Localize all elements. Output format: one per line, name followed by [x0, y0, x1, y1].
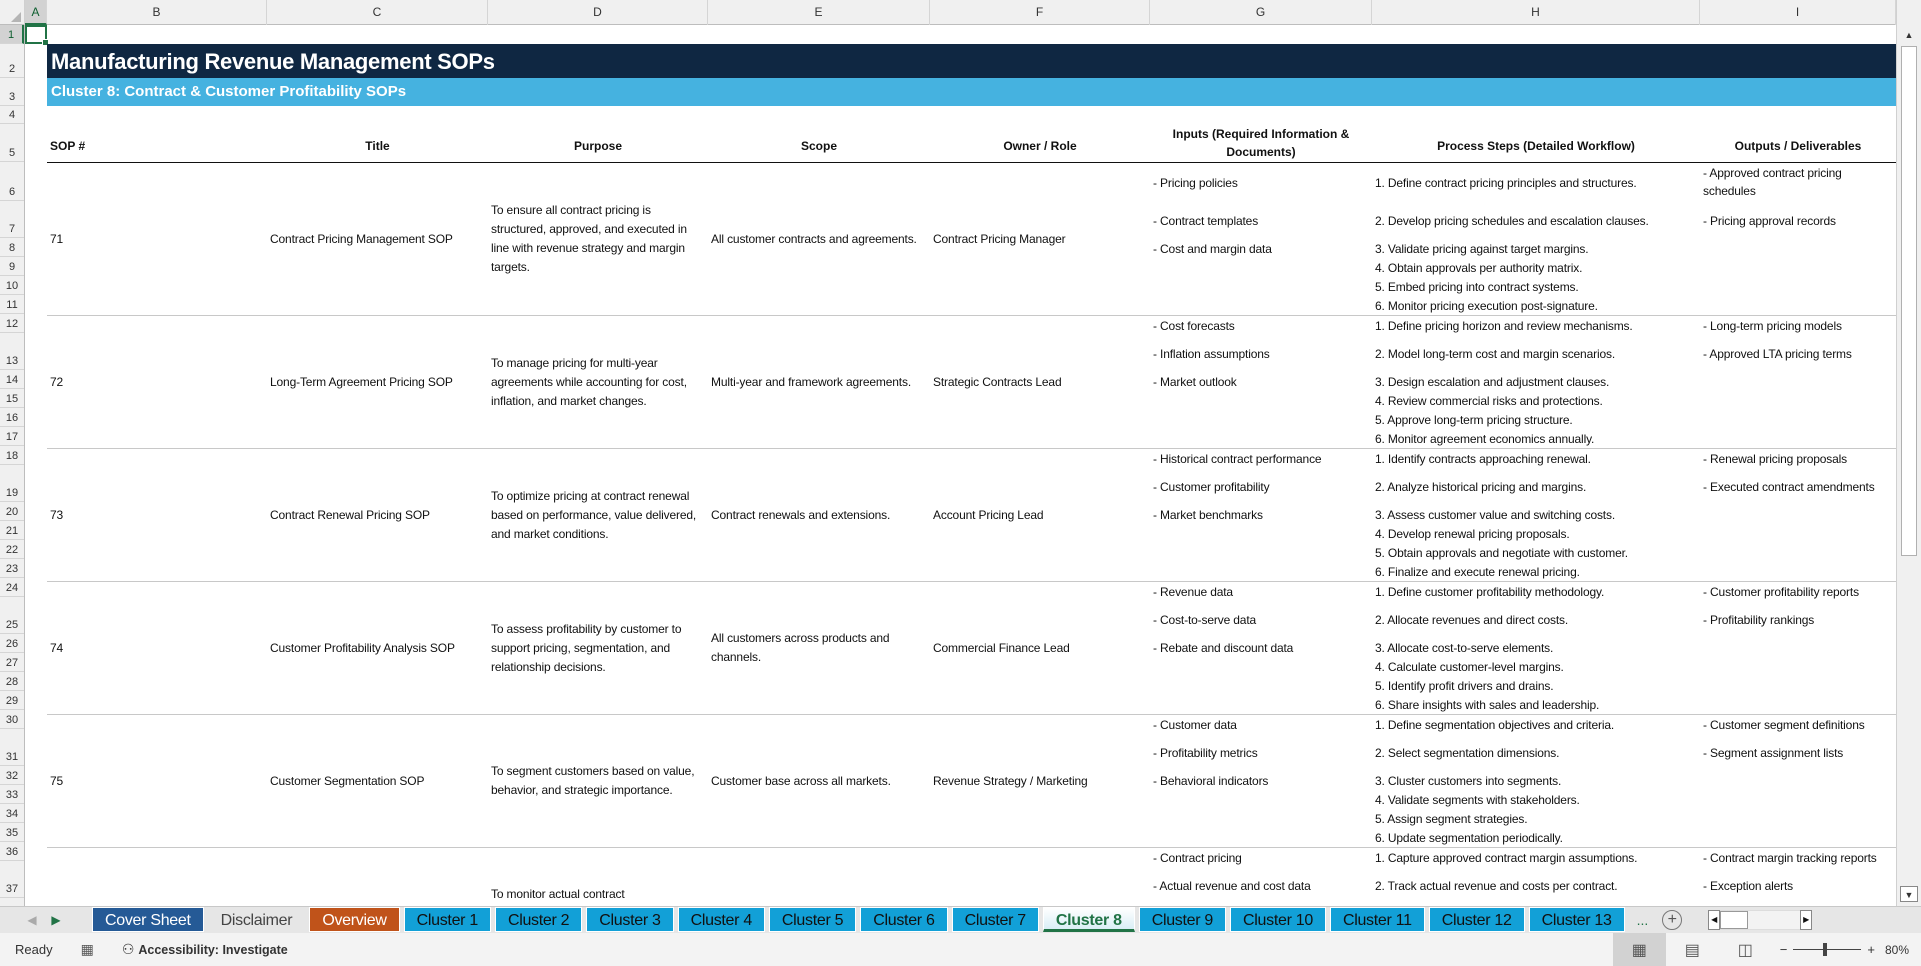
sop-row [47, 316, 1896, 449]
select-all-button[interactable] [0, 0, 25, 25]
input-item[interactable]: - Cost-to-serve data [1153, 612, 1257, 627]
status-ready: Ready [15, 942, 53, 957]
column-header-i[interactable]: I [1700, 0, 1896, 25]
scroll-thumb[interactable] [1901, 46, 1917, 556]
header-process-steps[interactable]: Process Steps (Detailed Workflow) [1437, 139, 1635, 153]
row-header[interactable]: 22 [0, 540, 24, 559]
horizontal-scroll-thumb[interactable] [1720, 911, 1748, 929]
row-header[interactable]: 10 [0, 276, 24, 295]
row-header[interactable]: 15 [0, 389, 24, 408]
active-cell-a1[interactable] [25, 25, 47, 44]
page-break-preview-icon[interactable]: ◫ [1737, 941, 1753, 959]
header-scope[interactable]: Scope [800, 139, 837, 153]
input-item[interactable]: - Cost forecasts [1153, 318, 1235, 333]
process-step[interactable]: 2. Develop pricing schedules and escalation clauses. [1375, 213, 1649, 228]
output-item[interactable]: - Executed contract amendments [1703, 479, 1875, 494]
output-item[interactable]: - Renewal pricing proposals [1703, 451, 1848, 466]
sop-purpose[interactable]: To segment customers based on value, behavior, and strategic importance. [491, 764, 695, 797]
zoom-out-icon[interactable]: − [1779, 942, 1788, 957]
process-step[interactable]: 5. Obtain approvals and negotiate with customer. [1375, 545, 1628, 560]
sheet-tab-cluster-12[interactable]: Cluster 12 [1429, 907, 1525, 932]
sheet-tab-cluster-13[interactable]: Cluster 13 [1529, 907, 1625, 932]
column-header-f[interactable]: F [930, 0, 1150, 25]
row-header[interactable]: 36 [0, 842, 24, 861]
process-step[interactable]: 6. Finalize and execute renewal pricing. [1375, 564, 1580, 579]
sheet-tab-cluster-1[interactable]: Cluster 1 [404, 907, 491, 932]
row-header[interactable]: 27 [0, 653, 24, 672]
row-header[interactable]: 24 [0, 578, 24, 597]
sheet-tab-disclaimer[interactable]: Disclaimer [220, 912, 293, 929]
status-bar [0, 933, 1921, 966]
row-header[interactable]: 34 [0, 804, 24, 823]
sheet-tab-cluster-10[interactable]: Cluster 10 [1230, 907, 1326, 932]
row-header[interactable]: 4 [0, 106, 24, 124]
column-header-h[interactable]: H [1372, 0, 1700, 25]
zoom-level[interactable]: 80% [1884, 942, 1909, 957]
process-step[interactable]: 5. Approve long-term pricing structure. [1375, 412, 1573, 427]
row-header[interactable]: 29 [0, 691, 24, 710]
scroll-right-icon[interactable]: ▶ [1800, 910, 1812, 930]
process-step[interactable]: 4. Review commercial risks and protections. [1375, 393, 1603, 408]
row-header[interactable]: 26 [0, 634, 24, 653]
column-header-d[interactable]: D [488, 0, 708, 25]
process-step[interactable]: 1. Capture approved contract margin assumptions. [1375, 850, 1638, 865]
output-item[interactable]: - Segment assignment lists [1703, 745, 1844, 760]
output-item[interactable]: - Pricing approval records [1703, 213, 1836, 228]
process-step[interactable]: 5. Assign segment strategies. [1375, 811, 1528, 826]
header-sop-number[interactable]: SOP # [50, 139, 86, 153]
row-header[interactable]: 17 [0, 427, 24, 446]
sheet-tab-cluster-9[interactable]: Cluster 9 [1139, 907, 1226, 932]
process-step[interactable]: 2. Track actual revenue and costs per contract. [1375, 878, 1618, 893]
input-item[interactable]: - Customer data [1153, 717, 1237, 732]
row-header[interactable]: 25 [0, 597, 24, 634]
process-step[interactable]: 1. Define contract pricing principles and structures. [1375, 175, 1637, 190]
sop-title[interactable] [267, 848, 488, 904]
column-header-a[interactable]: A [25, 0, 47, 25]
output-item[interactable]: - Customer profitability reports [1703, 584, 1859, 599]
sop-row [47, 582, 1896, 715]
process-step[interactable]: 2. Allocate revenues and direct costs. [1375, 612, 1569, 627]
sop-purpose[interactable]: To optimize pricing at contract renewal based on performance, value delivered, and market conditions. [491, 488, 697, 541]
input-item[interactable]: - Revenue data [1153, 584, 1233, 599]
normal-view-icon[interactable]: ▦ [1613, 933, 1666, 966]
process-step[interactable]: 3. Assess customer value and switching costs. [1375, 507, 1616, 522]
vertical-scrollbar[interactable] [1896, 0, 1921, 906]
sop-purpose[interactable]: To monitor actual contract [491, 887, 625, 901]
process-step[interactable]: 4. Obtain approvals per authority matrix. [1375, 260, 1583, 275]
row-headers [0, 25, 25, 906]
sop-owner[interactable]: Contract Pricing Manager [933, 231, 1066, 246]
process-step[interactable]: 3. Cluster customers into segments. [1375, 773, 1562, 788]
header-outputs[interactable]: Outputs / Deliverables [1734, 139, 1862, 153]
scroll-down-icon[interactable]: ▼ [1900, 886, 1918, 902]
row-header[interactable]: 21 [0, 521, 24, 540]
input-item[interactable]: - Behavioral indicators [1153, 773, 1269, 788]
process-step[interactable]: 1. Identify contracts approaching renewal. [1375, 451, 1591, 466]
sop-row [47, 848, 1896, 904]
row-header[interactable]: 19 [0, 465, 24, 502]
process-step[interactable]: 4. Calculate customer-level margins. [1375, 659, 1564, 674]
process-step[interactable]: 6. Update segmentation periodically. [1375, 830, 1563, 845]
sop-row [47, 163, 1896, 316]
process-step[interactable]: 6. Monitor pricing execution post-signature. [1375, 298, 1598, 313]
table-header-row [47, 125, 1896, 163]
macro-recording-icon[interactable]: ▦ [80, 941, 94, 957]
horizontal-scroll-track[interactable] [1720, 910, 1800, 930]
row-header[interactable]: 18 [0, 446, 24, 465]
sop-purpose[interactable]: To assess profitability by customer to support pricing, segmentation, and relationship decisions. [491, 621, 682, 674]
header-inputs[interactable]: Inputs (Required Information & Documents) [1172, 127, 1350, 159]
input-item[interactable]: - Customer profitability [1153, 479, 1270, 494]
row-header[interactable]: 37 [0, 861, 24, 898]
row-header[interactable]: 3 [0, 78, 24, 106]
sop-purpose[interactable]: To ensure all contract pricing is structured, approved, and executed in line with revenue strategy and margin targets. [491, 203, 687, 274]
add-sheet-icon[interactable]: + [1662, 910, 1682, 930]
output-item[interactable]: - Customer segment definitions [1703, 717, 1865, 732]
worksheet-grid[interactable] [25, 25, 1896, 906]
column-header-g[interactable]: G [1150, 0, 1372, 25]
sheet-tab-cluster-3[interactable]: Cluster 3 [586, 907, 673, 932]
sheet-tab-cluster-11[interactable]: Cluster 11 [1330, 907, 1425, 932]
sop-number[interactable]: 71 [50, 231, 64, 246]
sop-owner[interactable]: Commercial Finance Lead [933, 640, 1070, 655]
scroll-up-icon[interactable]: ▲ [1904, 30, 1914, 40]
sop-title[interactable]: Long-Term Agreement Pricing SOP [270, 374, 453, 389]
row-header[interactable]: 1 [0, 25, 24, 44]
sop-row [47, 715, 1896, 848]
sop-owner[interactable] [930, 848, 1150, 904]
sop-scope[interactable] [708, 848, 930, 904]
row-header[interactable]: 13 [0, 333, 24, 370]
process-step[interactable]: 3. Allocate cost-to-serve elements. [1375, 640, 1554, 655]
zoom-in-icon[interactable]: + [1867, 942, 1875, 957]
input-item[interactable]: - Contract pricing [1153, 850, 1242, 865]
row-header[interactable]: 32 [0, 766, 24, 785]
sheet-tab-cluster-7[interactable]: Cluster 7 [952, 907, 1039, 932]
page-layout-view-icon[interactable]: ▤ [1684, 941, 1700, 959]
sheet-tab-cover-sheet[interactable]: Cover Sheet [92, 907, 204, 932]
row-header[interactable]: 35 [0, 823, 24, 842]
row-header[interactable]: 12 [0, 314, 24, 333]
output-item[interactable]: - Profitability rankings [1703, 612, 1815, 627]
input-item[interactable]: - Profitability metrics [1153, 745, 1258, 760]
cluster-subtitle[interactable]: Cluster 8: Contract & Customer Profitability SOPs [47, 78, 1896, 106]
process-step[interactable]: 2. Analyze historical pricing and margins. [1375, 479, 1587, 494]
column-headers [0, 0, 1896, 25]
row-header[interactable]: 33 [0, 785, 24, 804]
sop-title[interactable]: Contract Renewal Pricing SOP [270, 507, 430, 522]
row-header[interactable]: 8 [0, 238, 24, 257]
prev-sheet-icon[interactable]: ◀ [27, 913, 37, 927]
header-purpose[interactable]: Purpose [573, 139, 622, 153]
sop-owner[interactable]: Account Pricing Lead [933, 507, 1044, 522]
sop-scope[interactable]: Customer base across all markets. [711, 773, 891, 788]
process-step[interactable]: 6. Share insights with sales and leadership. [1375, 697, 1600, 712]
header-title[interactable]: Title [365, 139, 390, 153]
input-item[interactable]: - Market benchmarks [1153, 507, 1263, 522]
process-step[interactable]: 3. Design escalation and adjustment clauses. [1375, 374, 1610, 389]
sheet-tab-cluster-4[interactable]: Cluster 4 [678, 907, 765, 932]
sop-table-body [47, 163, 1896, 904]
accessibility-status[interactable]: Accessibility: Investigate [138, 942, 288, 957]
sop-number[interactable]: 75 [50, 773, 64, 788]
output-item[interactable]: - Contract margin tracking reports [1703, 850, 1877, 865]
zoom-slider-knob[interactable] [1823, 943, 1827, 956]
sheet-tab-cluster-2[interactable]: Cluster 2 [495, 907, 582, 932]
sop-owner[interactable]: Revenue Strategy / Marketing [933, 773, 1088, 788]
sheet-tab-overview[interactable]: Overview [309, 907, 399, 932]
process-step[interactable]: 4. Develop renewal pricing proposals. [1375, 526, 1570, 541]
process-step[interactable]: 2. Model long-term cost and margin scenarios. [1375, 346, 1616, 361]
row-header[interactable]: 23 [0, 559, 24, 578]
zoom-slider[interactable] [1793, 949, 1861, 950]
output-item[interactable]: - Long-term pricing models [1703, 318, 1842, 333]
sop-number[interactable] [47, 848, 267, 904]
sop-number[interactable]: 72 [50, 374, 64, 389]
sop-purpose[interactable]: To manage pricing for multi-year agreements while accounting for cost, inflation, and market changes. [491, 355, 687, 408]
horizontal-scrollbar[interactable] [1708, 907, 1812, 933]
sop-scope[interactable]: All customers across products and channels. [711, 631, 890, 664]
sop-title[interactable]: Contract Pricing Management SOP [270, 231, 453, 246]
sop-scope[interactable]: All customer contracts and agreements. [711, 231, 917, 246]
process-step[interactable]: 1. Define customer profitability methodology. [1375, 584, 1605, 599]
input-item[interactable]: - Contract templates [1153, 213, 1259, 228]
column-header-e[interactable]: E [708, 0, 930, 25]
output-item[interactable]: - Approved LTA pricing terms [1703, 346, 1852, 361]
row-header[interactable]: 20 [0, 502, 24, 521]
sheet-tab-cluster-6[interactable]: Cluster 6 [860, 907, 947, 932]
sop-row [47, 449, 1896, 582]
row-header[interactable]: 28 [0, 672, 24, 691]
row-header[interactable]: 7 [0, 201, 24, 238]
row-header[interactable]: 6 [0, 162, 24, 201]
sheet-tab-cluster-5[interactable]: Cluster 5 [769, 907, 856, 932]
row-header[interactable]: 14 [0, 370, 24, 389]
column-header-b[interactable]: B [47, 0, 267, 25]
sop-scope[interactable]: Multi-year and framework agreements. [711, 374, 912, 389]
input-item[interactable]: - Market outlook [1153, 374, 1237, 389]
sop-owner[interactable]: Strategic Contracts Lead [933, 374, 1062, 389]
sheet-tabs [88, 907, 1625, 933]
process-step[interactable]: 6. Monitor agreement economics annually. [1375, 431, 1595, 446]
process-step[interactable]: 5. Embed pricing into contract systems. [1375, 279, 1579, 294]
sop-title[interactable]: Customer Segmentation SOP [270, 773, 425, 788]
input-item[interactable]: - Rebate and discount data [1153, 640, 1294, 655]
row-header[interactable]: 30 [0, 710, 24, 729]
accessibility-icon: ⚇ [121, 941, 135, 957]
row-header[interactable]: 11 [0, 295, 24, 314]
sheet-title[interactable]: Manufacturing Revenue Management SOPs [47, 44, 1896, 78]
input-item[interactable]: - Pricing policies [1153, 175, 1238, 190]
input-item[interactable]: - Historical contract performance [1153, 451, 1322, 466]
sop-scope[interactable]: Contract renewals and extensions. [711, 507, 891, 522]
process-step[interactable]: 2. Select segmentation dimensions. [1375, 745, 1560, 760]
sop-title[interactable]: Customer Profitability Analysis SOP [270, 640, 455, 655]
more-sheets-button[interactable]: ... [1636, 912, 1649, 928]
row-header[interactable]: 16 [0, 408, 24, 427]
next-sheet-icon[interactable]: ▶ [51, 913, 61, 927]
process-step[interactable]: 1. Define segmentation objectives and criteria. [1375, 717, 1615, 732]
sheet-tab-cluster-8[interactable]: Cluster 8 [1043, 907, 1135, 932]
sheet-tab-bar [0, 906, 1921, 933]
process-step[interactable]: 1. Define pricing horizon and review mechanisms. [1375, 318, 1633, 333]
output-item[interactable]: - Approved contract pricing schedules [1703, 166, 1842, 198]
input-item[interactable]: - Inflation assumptions [1153, 346, 1270, 361]
sop-number[interactable]: 73 [50, 507, 64, 522]
row-header[interactable]: 31 [0, 729, 24, 766]
scroll-left-icon[interactable]: ◀ [1708, 910, 1720, 930]
header-owner[interactable]: Owner / Role [1003, 139, 1077, 153]
process-step[interactable]: 4. Validate segments with stakeholders. [1375, 792, 1580, 807]
input-item[interactable]: - Cost and margin data [1153, 241, 1272, 256]
input-item[interactable]: - Actual revenue and cost data [1153, 878, 1311, 893]
sop-number[interactable]: 74 [50, 640, 64, 655]
process-step[interactable]: 3. Validate pricing against target margins. [1375, 241, 1589, 256]
row-header[interactable]: 9 [0, 257, 24, 276]
column-header-c[interactable]: C [267, 0, 488, 25]
process-step[interactable]: 5. Identify profit drivers and drains. [1375, 678, 1554, 693]
row-header[interactable]: 2 [0, 44, 24, 78]
output-item[interactable]: - Exception alerts [1703, 878, 1794, 893]
row-header[interactable]: 5 [0, 124, 24, 162]
